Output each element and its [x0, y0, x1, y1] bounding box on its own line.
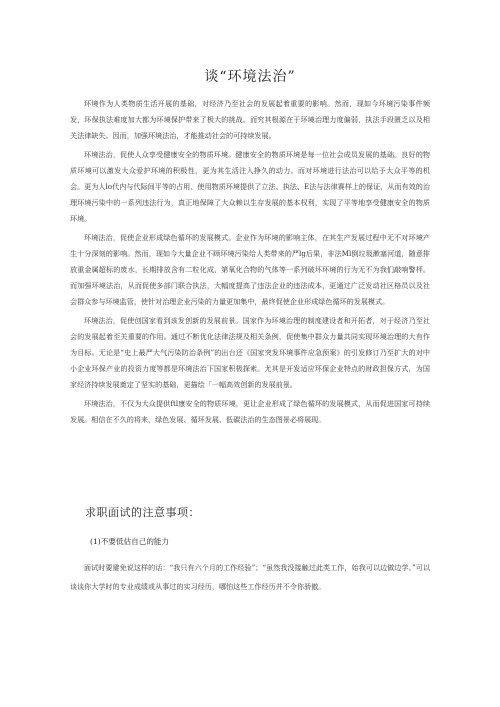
essay-paragraph: 环境法治，促使人众享受健康安全的物质环境。健康安全的物质环境是每一位社会成员发展的基础。良好的物质环境可以激发大众爱护环境的积极性，更为其生活注入挣久的动力。而对环境进行法治可以给予大众平等的机会。更为人lo代内与代际间平等的占用、使用物质环境提供了立法、执法、E法与法律赛样上的保证，从而有效的治理环境污染中的一系列违法行为，真正地保障了大众赖以生存发展的基本权利，实现了平等地享受健康安全的物质环境。	[70, 150, 430, 223]
tips-body	[70, 558, 430, 599]
section-heading: 求职面试的注意事项：	[85, 506, 200, 519]
document-title: 谈“环境法治”	[204, 69, 296, 85]
tip-subheading: (1)不要低估自己的能力	[90, 537, 170, 546]
essay-paragraph: 环境法治，促使企业形成绿色循环的发展模式。企业作为环境的影响主体，在其生产发展过程中无不对环境产生十分深刻的影响。然而，现如今大量企业不顾环境污染给人类带来的严lg后果，非法Ml倒垃圾漱塞河道，随意排放重金属超标的废水，长期排放含有二粒化成、第氧化合物的气体等一系列破坏环境的行为无不为我们敲响警枰。而加强环境法治，从而促使多部门联合执法，大幅度提高了违法企业的违法成本，更通过广泛发动社区格员以及社会群众参与环境监管，使针对治理企业污染的力量更加集中，最终促使企业形成绿色循环的发展模式。	[70, 233, 430, 306]
essay-body	[70, 96, 430, 431]
tip-paragraph: 面试时要避免说这样的话：“我只有六个月的工作经验”；“虽然我没接触过此类工作，始我可以边做边学。”可以谈谈你大学时的专业成绩或从事过的实习经历，哪怕这些工作经历并不令你骄傲。	[70, 563, 430, 591]
essay-paragraph: 环境作为人类物质生活开展的基础，对经济乃至社会的发展起着重要的影响。然而，现如今环境污染事件频发，环保执法难度加大都为环境保护带来了极大的挑战。而究其根源在于环境治理力度偏弱，执法手段匮乏以及相关法律缺失。因而，加强环境法治，才能推动社会的可持续发展。	[70, 99, 430, 140]
essay-paragraph: 环境法治，促使创国家看到该发创新的发展前景。国家作为环境治理的制度建设者和开拓者，对于经济乃至社会的发展起着至关重要的作用。通过不断优化法律法规及相关条例，促使集中群众力量共同实现环境治理的大有作为目标。无论是“史上最严大气污染防治条例”的出台还《国家突发环境事件应急预案》的引发修订乃至扩大的对中小企业环保产业的投资力度等都是环境法治下国家积极探索。尤其是开发适应环保企业特点的财政担保方式，为国家经济持续发展奠定了坚实的基础，更描绘「一幅高效创新的发展前景。	[70, 316, 430, 389]
essay-paragraph: 环境法治，不仅为大众提供ftl康安全的物质环境，更让企业形成了绿色循环的发展模式，从而促进国家可持续发展。相信在不久的将来，绿色发展、循环发展、低碳法治的生态图景必将展现。	[70, 399, 430, 424]
